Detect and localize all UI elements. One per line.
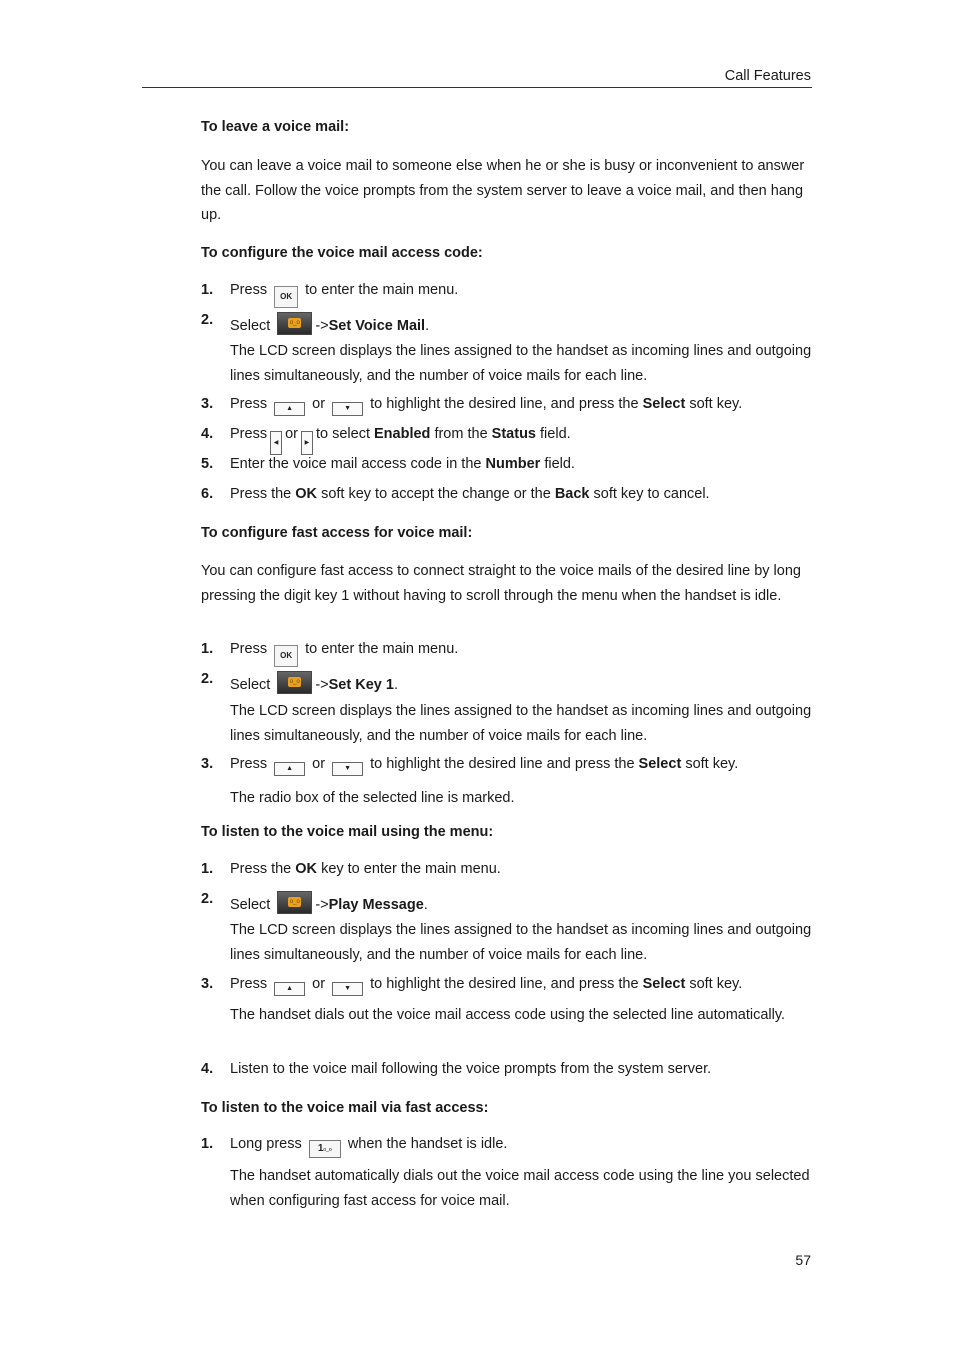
keyword-select: Select <box>642 396 686 412</box>
or-text: or <box>312 756 326 772</box>
step-tail: soft key to cancel. <box>593 486 710 502</box>
step-mid: to select <box>315 426 370 442</box>
step-text <box>230 891 428 914</box>
step-number: 1. <box>201 641 214 657</box>
step-number: 3. <box>201 396 214 412</box>
or-text: or <box>312 396 326 412</box>
step-text <box>230 641 458 667</box>
up-key-icon: ▲ <box>274 402 305 416</box>
step-pre: Press the <box>230 486 292 502</box>
page-number: 57 <box>795 1252 811 1268</box>
keyword-back: Back <box>554 486 590 502</box>
step-note: The handset automatically dials out the voice mail access code using the line you selected when configuring fast access for voice mail. <box>230 1168 810 1209</box>
step-word: Select <box>230 897 271 913</box>
step-pre: Press the <box>230 861 292 877</box>
step-note: The handset dials out the voice mail access code using the selected line automatically. <box>230 1007 786 1023</box>
heading-configure-access-code: To configure the voice mail access code: <box>201 245 483 261</box>
up-key-icon: ▲ <box>274 762 305 776</box>
step-tail: field. <box>544 456 575 472</box>
step-word: Press <box>230 282 268 298</box>
step-number: 4. <box>201 426 214 442</box>
down-key-icon: ▼ <box>332 982 363 996</box>
keyword-select: Select <box>642 976 686 992</box>
step-number: 4. <box>201 1061 214 1077</box>
heading-fast-access-config: To configure fast access for voice mail: <box>201 525 473 541</box>
step-text <box>230 861 501 877</box>
header-rule <box>142 87 812 88</box>
menu-voicemail-icon: o_o <box>277 891 312 914</box>
keyword-status: Status <box>491 426 536 442</box>
step-tail: soft key. <box>689 976 743 992</box>
step-text: Listen to the voice mail following the voice prompts from the system server. <box>230 1061 712 1077</box>
right-key-icon: ▶ <box>301 431 313 455</box>
down-key-icon: ▼ <box>332 762 363 776</box>
heading-listen-fast-access: To listen to the voice mail via fast access: <box>201 1100 489 1116</box>
step-pre: Long press <box>230 1136 302 1152</box>
step-note: The LCD screen displays the lines assigned to the handset as incoming lines and outgoing lines simultaneously, and the number of voice mails for each line. <box>230 343 812 384</box>
step-mid: to highlight the desired line, and press the <box>370 396 639 412</box>
keyword-select: Select <box>638 756 682 772</box>
keyword-ok: OK <box>295 861 318 877</box>
step-word: Press <box>230 426 268 442</box>
step-text <box>230 1136 507 1158</box>
arrow-text: -> <box>315 318 329 334</box>
header-title: Call Features <box>724 68 811 84</box>
step-text <box>230 976 742 996</box>
menu-voicemail-icon: o_o <box>277 671 312 694</box>
para-fast-access: You can configure fast access to connect straight to the voice mails of the desired line by long pressing the digit key 1 without having to scroll through the menu when the handset is idle. <box>201 563 801 604</box>
period: . <box>423 897 428 913</box>
step-tail: soft key. <box>689 396 743 412</box>
step-number: 1. <box>201 861 214 877</box>
step-tail: key to enter the main menu. <box>321 861 501 877</box>
step-number: 2. <box>201 312 214 328</box>
step-tail: field. <box>540 426 571 442</box>
step-text <box>230 456 575 472</box>
digit-1-label: 1 <box>317 1143 324 1154</box>
step-tail: to enter the main menu. <box>305 282 459 298</box>
step-number: 1. <box>201 1136 214 1152</box>
arrow-text: -> <box>315 897 329 913</box>
step-note: The LCD screen displays the lines assigned to the handset as incoming lines and outgoing lines simultaneously, and the number of voice mails for each line. <box>230 922 812 963</box>
step-word: Press <box>230 396 268 412</box>
step-number: 2. <box>201 891 214 907</box>
step-word: Press <box>230 641 268 657</box>
heading-listen-menu: To listen to the voice mail using the menu: <box>201 824 494 840</box>
step-number: 6. <box>201 486 214 502</box>
down-key-icon: ▼ <box>332 402 363 416</box>
step-word: Select <box>230 318 271 334</box>
step-number: 2. <box>201 671 214 687</box>
arrow-text: -> <box>315 677 329 693</box>
step-text <box>230 282 458 308</box>
menu-path-play-message: Play Message <box>328 897 424 913</box>
keyword-ok: OK <box>295 486 318 502</box>
keyword-number: Number <box>485 456 541 472</box>
ok-key-icon: OK <box>274 286 298 308</box>
menu-path-set-voice-mail: Set Voice Mail <box>328 318 426 334</box>
step-text <box>230 312 429 335</box>
step-number: 3. <box>201 756 214 772</box>
step-text <box>230 486 710 502</box>
step-word: Press <box>230 976 268 992</box>
step-text <box>230 756 738 776</box>
digit-1-key-icon <box>309 1140 341 1158</box>
up-key-icon: ▲ <box>274 982 305 996</box>
step-word: Press <box>230 756 268 772</box>
keyword-enabled: Enabled <box>374 426 431 442</box>
or-text: or <box>285 426 298 442</box>
step-tail: soft key. <box>685 756 739 772</box>
step-mid: from the <box>434 426 488 442</box>
para-leave-voice-mail: You can leave a voice mail to someone else when he or she is busy or inconvenient to answer the call. Follow the voice prompts from the system server to leave a voice mail, and then hang up. <box>201 158 805 223</box>
menu-voicemail-icon: o_o <box>277 312 312 335</box>
step-mid: to highlight the desired line and press the <box>370 756 635 772</box>
step-pre: Enter the voice mail access code in the <box>230 456 482 472</box>
step-number: 3. <box>201 976 214 992</box>
period: . <box>393 677 398 693</box>
step-tail: when the handset is idle. <box>347 1136 508 1152</box>
step-tail: to enter the main menu. <box>305 641 459 657</box>
ok-key-icon: OK <box>274 645 298 667</box>
left-key-icon: ◀ <box>270 431 282 455</box>
heading-leave-voice-mail: To leave a voice mail: <box>201 119 350 135</box>
or-text: or <box>312 976 326 992</box>
menu-path-set-key-1: Set Key 1 <box>328 677 394 693</box>
step-text <box>230 426 571 455</box>
period: . <box>425 318 430 334</box>
step-number: 5. <box>201 456 214 472</box>
step-word: Select <box>230 677 271 693</box>
step-note: The radio box of the selected line is marked. <box>230 790 515 806</box>
step-number: 1. <box>201 282 214 298</box>
step-text <box>230 396 742 416</box>
step-mid: to highlight the desired line, and press the <box>370 976 639 992</box>
step-mid: soft key to accept the change or the <box>321 486 551 502</box>
step-note: The LCD screen displays the lines assigned to the handset as incoming lines and outgoing lines simultaneously, and the number of voice mails for each line. <box>230 703 812 744</box>
step-text <box>230 671 398 694</box>
voicemail-glyph: o_o <box>323 1147 332 1153</box>
